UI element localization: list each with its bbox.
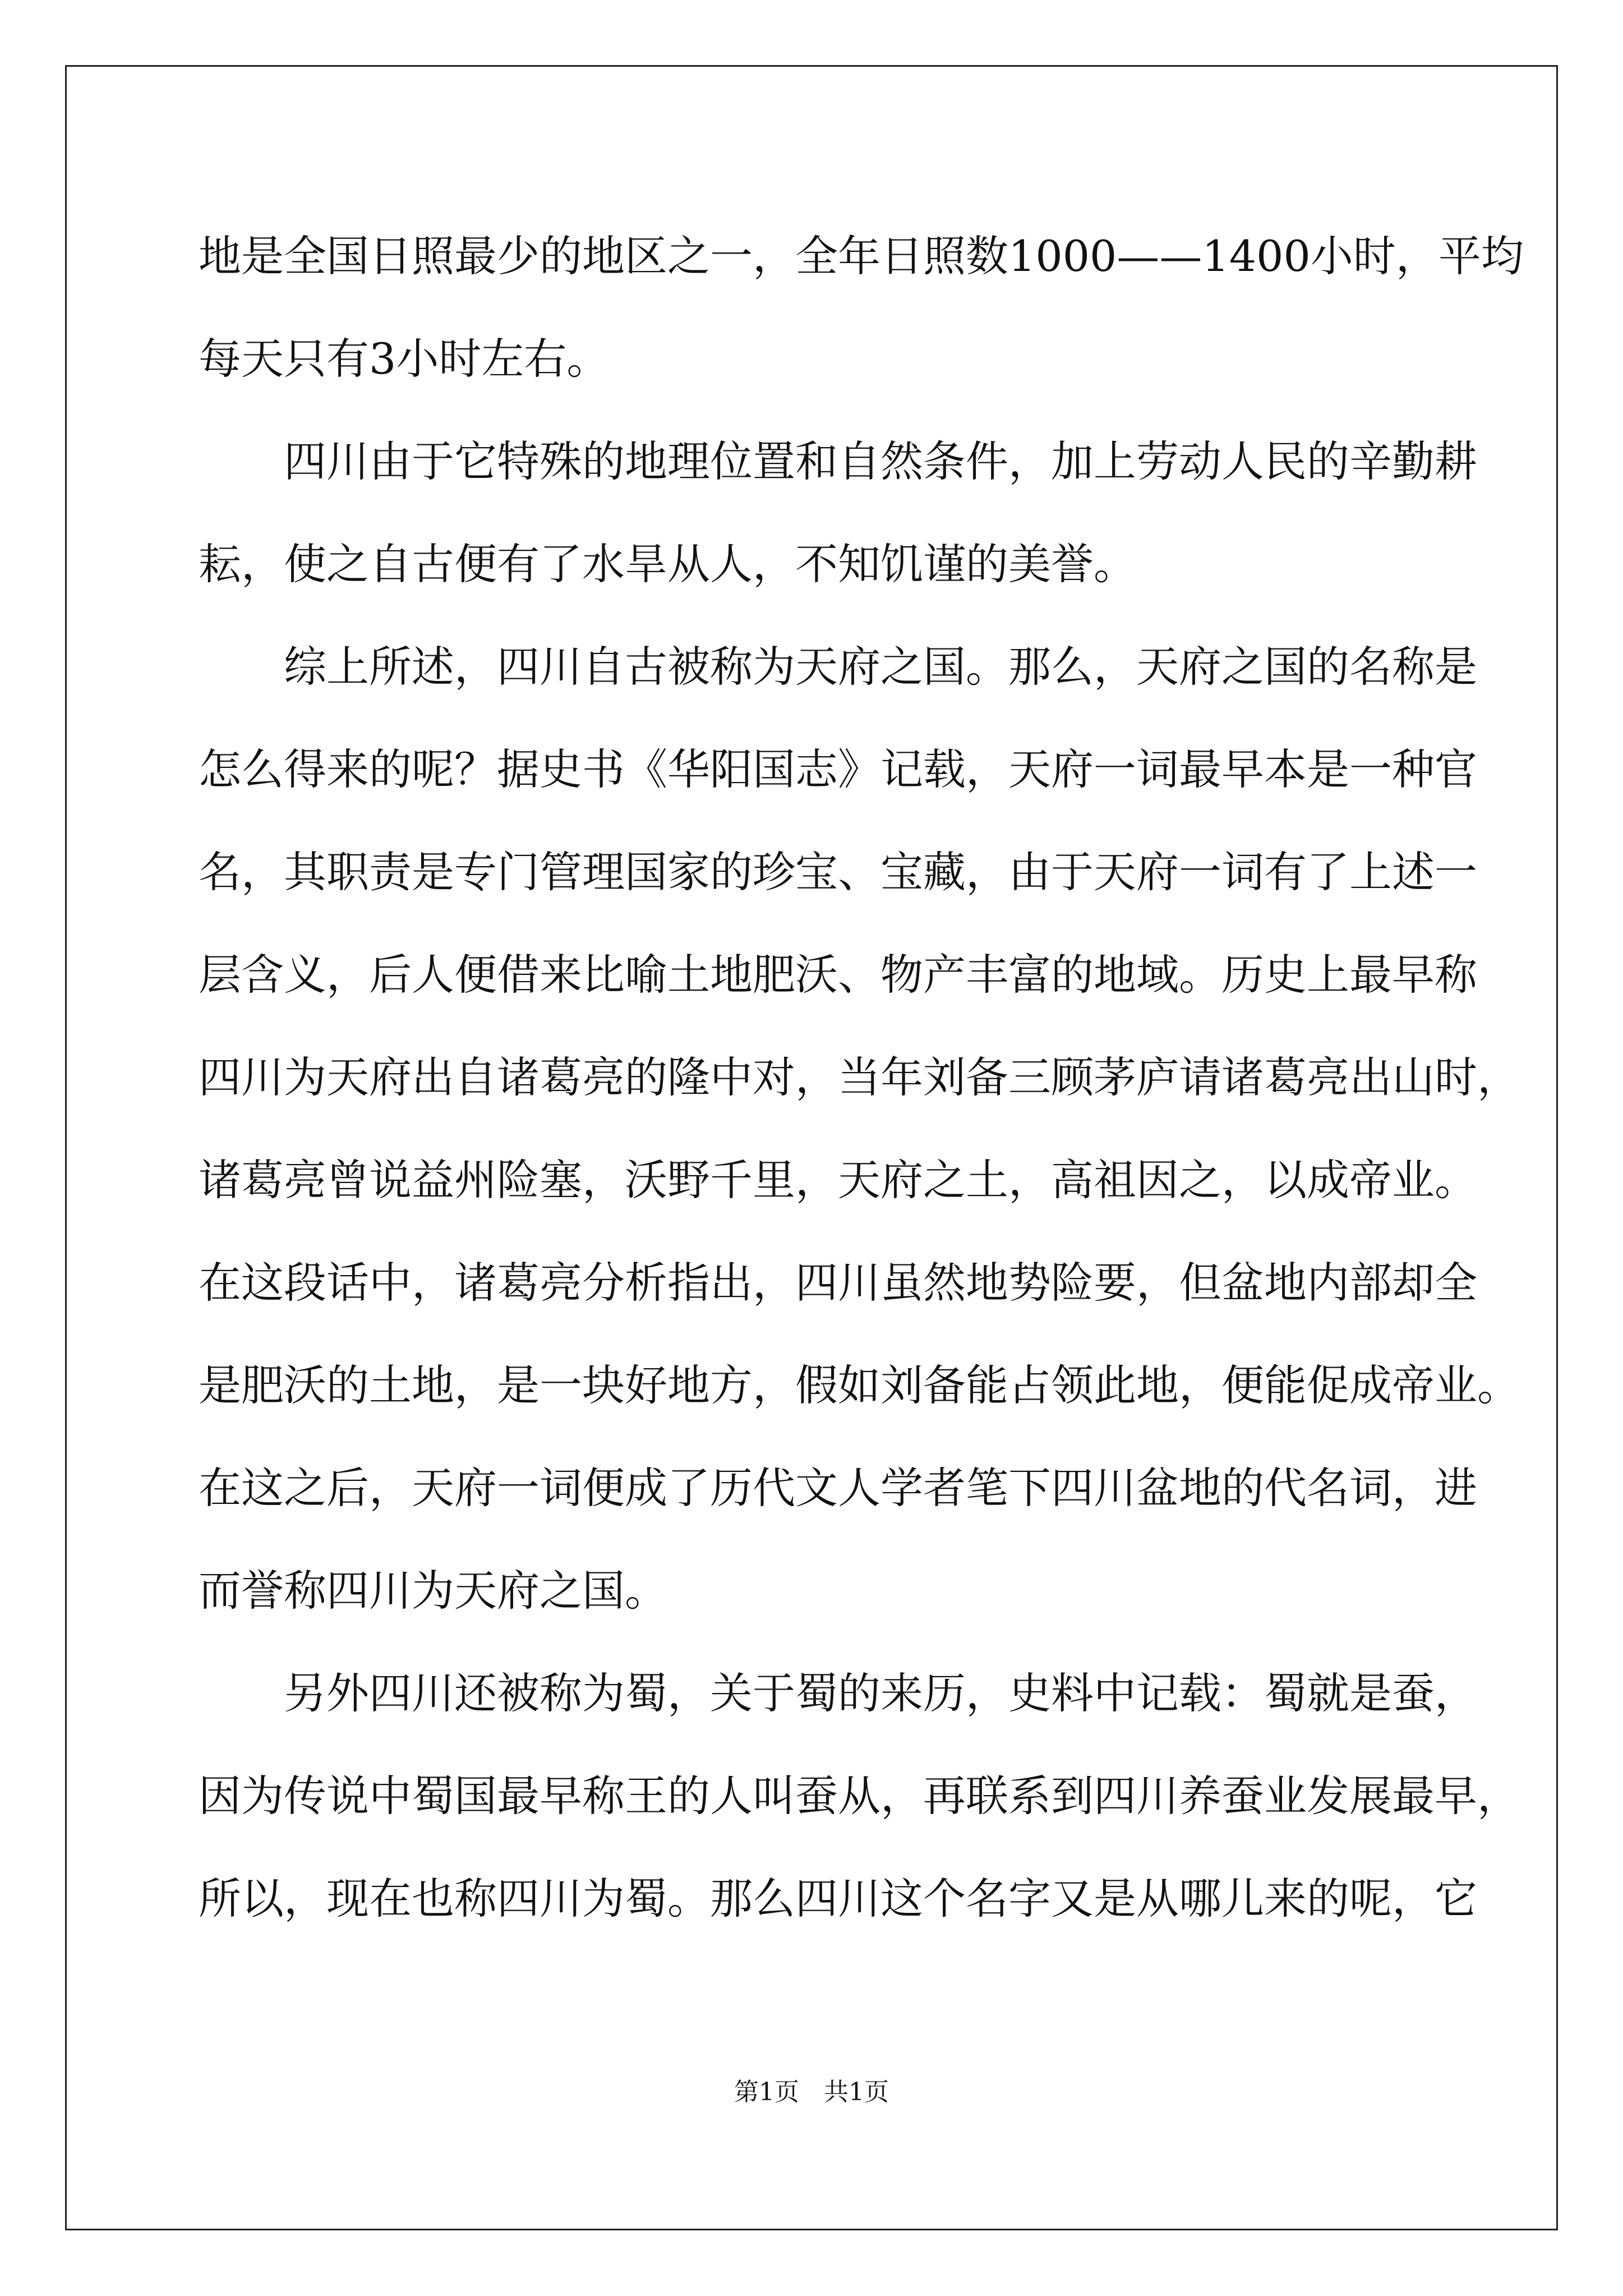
text-line: 所以，现在也称四川为蜀。那么四川这个名字又是从哪儿来的呢，它	[199, 1874, 1477, 1924]
text-line: 综上所述，四川自古被称为天府之国。那么，天府之国的名称是	[284, 642, 1477, 692]
text-line: 名，其职责是专门管理国家的珍宝、宝藏，由于天府一词有了上述一	[199, 847, 1477, 897]
text-line: 四川由于它特殊的地理位置和自然条件，加上劳动人民的辛勤耕	[284, 436, 1477, 486]
document-body	[199, 205, 1524, 1950]
text-line: 而誉称四川为天府之国。	[199, 1566, 667, 1616]
text-line: 另外四川还被称为蜀，关于蜀的来历，史料中记载：蜀就是蚕，	[284, 1668, 1477, 1718]
text-line: 四川为天府出自诸葛亮的隆中对，当年刘备三顾茅庐请诸葛亮出山时，	[199, 1052, 1520, 1102]
text-line: 层含义，后人便借来比喻土地肥沃、物产丰富的地域。历史上最早称	[199, 950, 1477, 1000]
page-total: 共1页	[824, 2078, 889, 2106]
text-line: 怎么得来的呢？据史书《华阳国志》记载，天府一词最早本是一种官	[199, 744, 1477, 794]
text-line: 是肥沃的土地，是一块好地方，假如刘备能占领此地，便能促成帝业。	[199, 1360, 1520, 1410]
text-line: 在这段话中，诸葛亮分析指出，四川虽然地势险要，但盆地内部却全	[199, 1258, 1477, 1308]
text-line: 在这之后，天府一词便成了历代文人学者笔下四川盆地的代名词，进	[199, 1463, 1477, 1513]
text-line: 地是全国日照最少的地区之一，全年日照数1000——1400小时，平均	[199, 231, 1524, 281]
text-line: 诸葛亮曾说益州险塞，沃野千里，天府之土，高祖因之，以成帝业。	[199, 1155, 1477, 1205]
page-footer	[0, 2076, 1623, 2109]
text-line: 因为传说中蜀国最早称王的人叫蚕从，再联系到四川养蚕业发展最早，	[199, 1771, 1520, 1821]
text-line: 耘，使之自古便有了水旱从人，不知饥谨的美誉。	[199, 539, 1136, 589]
page-number: 第1页	[734, 2078, 799, 2106]
text-line: 每天只有3小时左右。	[199, 334, 610, 384]
